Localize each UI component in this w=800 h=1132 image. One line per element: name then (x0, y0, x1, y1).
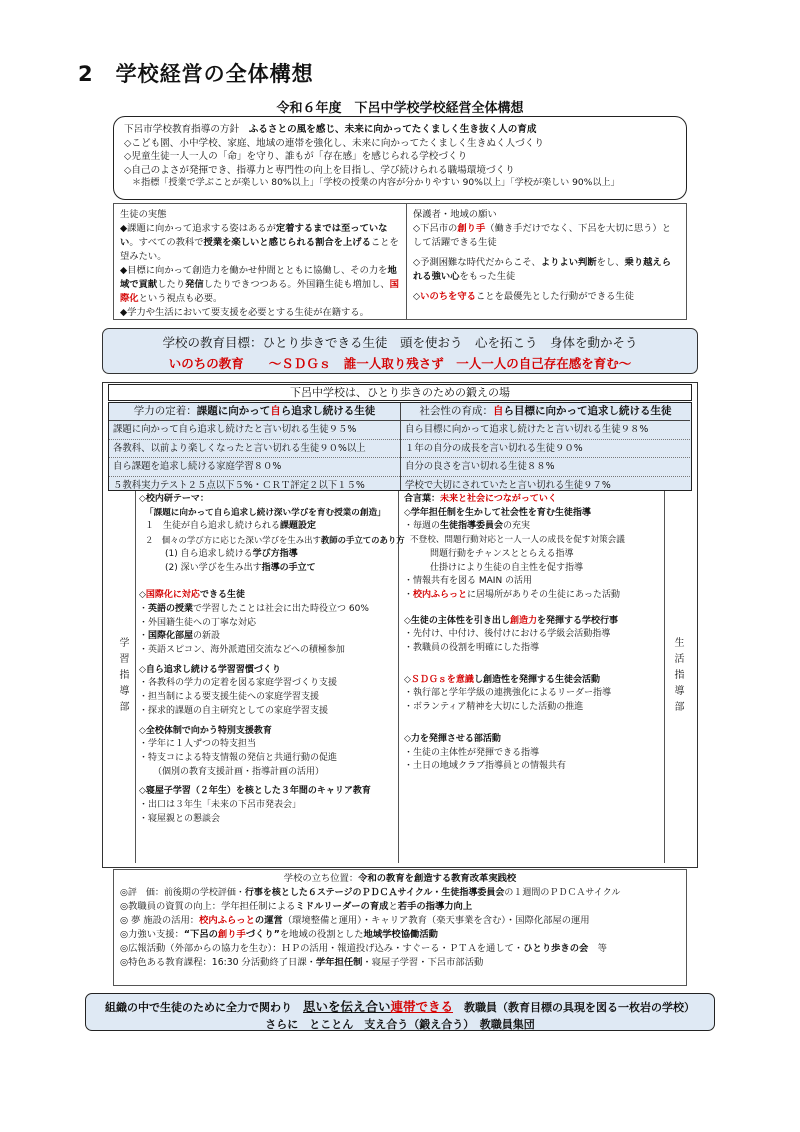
guardians-wish: ◇下呂市の創り手（働き手だけでなく、下呂を大切に思う）として活躍できる生徒 (413, 223, 672, 248)
academic-target: 自ら課題を追求し続ける家庭学習８０% (109, 458, 400, 477)
list-item: １ 生徒が自ら追求し続けられる課題設定 (145, 521, 317, 532)
students-heading: 生徒の実態 (120, 209, 167, 220)
targets-table (108, 402, 692, 491)
school-position-box (113, 869, 687, 986)
students-point: ◆学力や生活において要支援を必要とする生徒が在籍する。 (120, 307, 369, 318)
academic-target: ５教科実力テスト２５点以下５%・ＣＲＴ評定２以下１５% (113, 479, 365, 491)
list-item: ・学年に１人ずつの特支担当 (139, 739, 257, 750)
list-item: ２ 個々の学び方に応じた深い学びを生み出す教師の手立てのあり方 (145, 535, 405, 546)
students-point: ◆目標に向かって創造力を働かせ仲間とともに協働し、その力を地域で貢献したり発信したりできつつある。外国籍生徒も増加し、国際化という視点も必要。 (120, 265, 399, 304)
guardians-heading: 保護者・地域の願い (413, 209, 497, 220)
list-item: ・執行部と学年学級の連携強化によるリーダー指導 (404, 688, 612, 699)
guardians-column (407, 204, 686, 319)
position-item: ◎力強い支援：“下呂の創り手づくり”を地域の役割とした地域学校協働活動 (120, 929, 438, 940)
page-title: 2 学校経営の全体構想 (78, 62, 314, 86)
section-heading: ◇全校体制で向かう特別支援教育 (139, 725, 272, 736)
list-item: ・土日の地域クラブ指導員との情報共有 (404, 761, 567, 772)
academic-targets (109, 403, 401, 490)
social-targets (401, 403, 690, 490)
section-heading: ◇校内研テーマ： (139, 494, 209, 504)
training-ground-header: 下呂中学校は、ひとり歩きのための鍛えの場 (108, 384, 692, 401)
social-target: 学校で大切にされていたと言い切れる生徒９７% (405, 479, 611, 491)
policy-item: ◇児童生徒一人一人の「命」を守り、誰もが「存在感」を感じられる学校づくり (124, 151, 468, 162)
social-heading: 社会性の育成：自ら目標に向かって追求し続ける生徒 (401, 403, 690, 421)
policy-item: ◇こども園、小中学校、家庭、地域の連帯を強化し、未来に向かってたくましく生きぬく人づくり (124, 137, 544, 149)
list-item: (2) 深い学びを生み出す指導の手立て (165, 562, 316, 573)
guardians-wish: ◇いのちを守ることを最優先とした行動ができる生徒 (413, 291, 635, 302)
research-theme: 「課題に向かって自ら追求し続け深い学びを育む授業の創造」 (145, 507, 386, 518)
list-item: ・外国籍生徒への丁寧な対応 (139, 617, 257, 628)
list-item: ・校内ふらっとに居場所がありその生徒にあった活動 (404, 589, 620, 600)
list-item: ・毎週の生徒指導委員会の充実 (404, 521, 531, 532)
section-heading: ◇力を発揮させる部活動 (404, 733, 501, 744)
education-goal: 学校の教育目標：ひとり歩きできる生徒 頭を使おう 心を拓こう 身体を動かそう (162, 335, 638, 350)
policy-box (113, 116, 687, 200)
position-title: 学校の立ち位置：令和の教育を創造する教育改革実践校 (283, 873, 517, 884)
staff-group: さらに とことん 支え合う（鍛え合う） 教職員集団 (265, 1018, 535, 1031)
list-item: 仕掛けにより生徒の自主性を促す指導 (430, 562, 584, 573)
policy-header (124, 123, 676, 137)
living-guidance (404, 493, 662, 774)
position-item: ◎評 価：前後期の学校評価・行事を核とした６ステージのＰＤＣＡサイクル・生徒指導委員会の１週間のＰＤＣＡサイクル (120, 888, 621, 898)
learning-guidance (139, 493, 405, 826)
students-point: ◆課題に向かって追求する姿はあるが定着するまでは至っていない。すべての教科で授業を楽しいと感じられる割合を上げることを望みたい。 (120, 223, 399, 262)
education-goal-box (102, 328, 698, 374)
position-item: ◎教職員の資質の向上：学年担任制によるミドルリーダーの育成と若手の指導力向上 (120, 901, 473, 912)
list-item: ・教職員の役割を明確にした指導 (404, 643, 540, 654)
academic-target: 課題に向かって自ら追求し続けたと言い切れる生徒９５% (109, 421, 400, 440)
academic-heading: 学力の定着：課題に向かって自ら追求し続ける生徒 (109, 403, 400, 421)
context-table (113, 203, 687, 320)
section-heading: ◇自ら追求し続ける学習習慣づくり (139, 664, 281, 675)
list-item: ・寝屋親との懇談会 (139, 813, 221, 824)
list-item: 不登校、問題行動対応と一人一人の成長を促す対策会議 (410, 535, 625, 546)
guardians-wish: ◇予測困難な時代だからこそ、よりよい判断をし、乗り越えられる強い心をもった生徒 (413, 257, 672, 282)
position-item: ◎ 夢 施設の活用：校内ふらっとの運営（環境整備と運用）・キャリア教育（楽天事業を含む）・国際化部屋の運用 (120, 915, 590, 926)
academic-target: 各教科、以前より楽しくなったと言い切れる生徒９０%以上 (109, 440, 400, 459)
list-item: ・各教科の学力の定着を図る家庭学習づくり支援 (139, 678, 338, 689)
section-heading: ◇寝屋子学習（２年生）を核とした３年間のキャリア教育 (139, 786, 371, 797)
policy-label: 下呂市学校教育指導の方針 (124, 124, 240, 135)
list-item: 問題行動をチャンスととらえる指導 (430, 548, 574, 559)
policy-indicator: ＊指標「授業で学ぶことが楽しい 80%以上」「学校の授業の内容が分かりやすい 90%以上」「学校が楽しい 90%以上」 (132, 178, 620, 188)
list-item: ・探求的課題の自主研究としての家庭学習支援 (139, 705, 329, 716)
social-target: １年の自分の成長を言い切れる生徒９０% (401, 440, 690, 459)
list-item: ・先付け、中付け、後付けにおける学級会活動指導 (404, 629, 611, 640)
section-heading: ◇国際化に対応できる生徒 (139, 590, 245, 601)
position-item: ◎広報活動（外部からの協力を生む）：ＨＰの活用・報道投げ込み・すぐーる・ＰＴＡを通して・ひとり歩きの会 等 (120, 943, 607, 954)
social-target: 自分の良さを言い切れる生徒８８% (401, 458, 690, 477)
list-item: ・担当制による要支援生徒への家庭学習支援 (139, 692, 320, 703)
section-heading: ◇ＳＤＧｓを意識し創造性を発揮する生徒会活動 (404, 674, 600, 685)
list-item: （個別の教育支援計画・指導計画の活用） (153, 766, 325, 777)
list-item: ・国際化部屋の新設 (139, 631, 221, 642)
social-target: 自ら目標に向かって追求し続けたと言い切れる生徒９８% (401, 421, 690, 440)
list-item: ・生徒の主体性が発揮できる指導 (404, 747, 540, 758)
life-education-slogan: いのちの教育 ～ＳＤＧｓ 誰一人取り残さず 一人一人の自己存在感を育む～ (168, 356, 632, 371)
policy-motto: ふるさとの風を感じ、未来に向かってたくましく生き抜く人の育成 (248, 124, 537, 135)
list-item: ・出口は３年生「未来の下呂市発表会」 (139, 800, 302, 811)
position-item: ◎特色ある教育課程：16:30 分活動終了日課・学年担任制・寝屋子学習・下呂市部活動 (120, 957, 484, 968)
list-item: ・ボランティア精神を大切にした活動の推進 (404, 702, 584, 713)
living-dept-label: 生活指導部 (664, 491, 690, 863)
staff-ideal: 組織の中で生徒のために全力で関わり 思いを伝え合い連帯できる 教職員（教育目標の具現を図る一枚岩の学校） (104, 999, 696, 1014)
list-item: ・英語の授業で学習したことは社会に出た時役立つ 60% (139, 603, 369, 614)
motto: 合言葉：未来と社会につながっていく (404, 494, 557, 504)
learning-dept-label: 学習指導部 (110, 491, 136, 863)
list-item: ・特支コによる特支情報の発信と共通行動の促進 (139, 752, 338, 763)
policy-item: ◇自己のよさが発揮でき、指導力と専門性の向上を目指し、学び続けられる職場環境づくり (124, 164, 515, 176)
list-item: ・英語スピコン、海外派遣団交流などへの積極参加 (139, 645, 345, 656)
document-subtitle: 令和６年度 下呂中学校学校経営全体構想 (276, 101, 524, 116)
list-item: ・情報共有を図る MAIN の活用 (404, 576, 533, 587)
staff-ideal-box (85, 993, 715, 1031)
students-column (114, 204, 407, 319)
section-heading: ◇生徒の主体性を引き出し創造力を発揮する学校行事 (404, 615, 618, 626)
section-heading: ◇学年担任制を生かして社会性を育む生徒指導 (404, 507, 591, 518)
list-item: (1) 自ら追求し続ける学び方指導 (165, 548, 298, 559)
